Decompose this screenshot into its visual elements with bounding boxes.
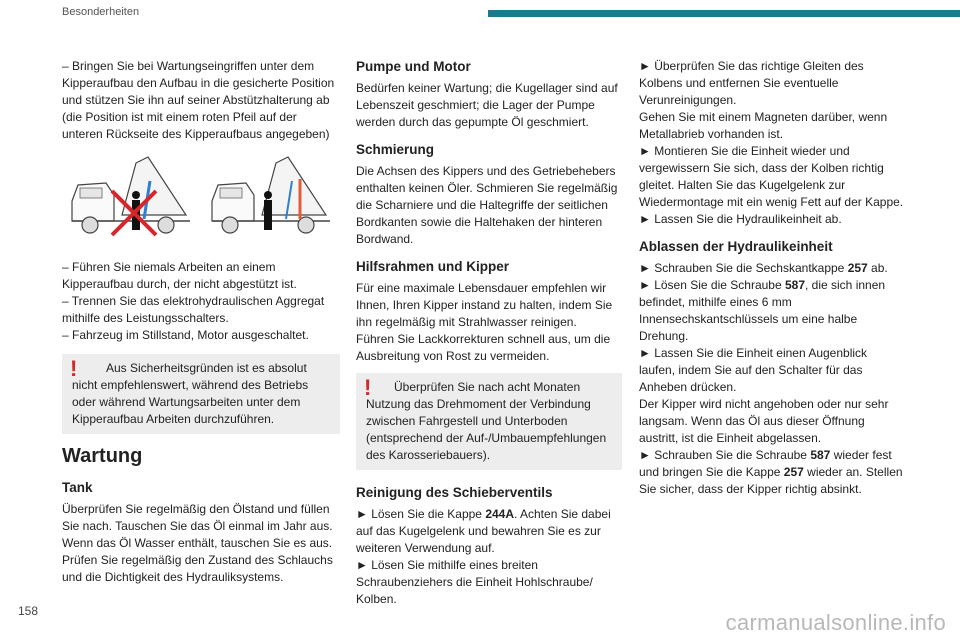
paragraph: – Führen Sie niemals Arbeiten an einem Kipperaufbau durch, der nicht abgestützt ist.	[62, 260, 297, 291]
paragraph: ► Lassen Sie die Einheit einen Augenblick laufen, indem Sie auf den Schalter für das Anheben drücken.	[639, 346, 868, 394]
tipper-illustration	[62, 155, 340, 243]
column-right	[639, 58, 905, 498]
tipper-unsupported-image	[66, 155, 196, 243]
warning-box	[62, 354, 340, 434]
paragraph: ► Schrauben Sie die Sechskantkappe 257 ab.	[639, 261, 888, 275]
paragraph: Überprüfen Sie regelmäßig den Ölstand und füllen Sie nach. Tauschen Sie das Öl einmal im Jahr aus. Wenn das Öl Wasser enthält, tauschen Sie es aus. Prüfen Sie regelmäßig den Zustand des Schlauchs und die Dichtigkeit des Hydrauliksystems.	[62, 502, 333, 584]
paragraph: Für eine maximale Lebensdauer empfehlen wir Ihnen, Ihren Kipper instand zu halten, indem Sie ihn regelmäßig mit Strahlwasser reinigen.	[356, 281, 613, 329]
heading-tank: Tank	[62, 480, 93, 495]
column-left	[62, 58, 340, 586]
paragraph: Führen Sie Lackkorrekturen schnell aus, um die Ausbreitung von Rost zu vermeiden.	[356, 332, 611, 363]
paragraph: Der Kipper wird nicht angehoben oder nur sehr langsam. Wenn das Öl aus dieser Öffnung austritt, ist die Einheit abgelassen.	[639, 397, 889, 445]
section-title-wartung: Wartung	[62, 445, 143, 467]
paragraph: ► Lösen Sie die Schraube 587, die sich innen befindet, mithilfe eines 6 mm Innensechskantschlüssels um eine halbe Drehung.	[639, 278, 886, 343]
exclamation-icon: !	[364, 375, 372, 400]
paragraph: ► Lösen Sie die Kappe 244A. Achten Sie dabei auf das Kugelgelenk und bewahren Sie es zur weiteren Verwendung auf.	[356, 507, 611, 555]
heading-schmierung: Schmierung	[356, 142, 435, 157]
paragraph: ► Lassen Sie die Hydraulikeinheit ab.	[639, 212, 842, 226]
heading-reinigung: Reinigung des Schieberventils	[356, 485, 553, 500]
heading-hilfsrahmen: Hilfsrahmen und Kipper	[356, 259, 510, 274]
exclamation-icon: !	[70, 356, 78, 381]
warning-text: Aus Sicherheitsgründen ist es absolut nicht empfehlenswert, während des Betriebs oder während Wartungsarbeiten unter dem Kipperaufbau Arbeiten durchzuführen.	[72, 361, 309, 426]
paragraph: – Bringen Sie bei Wartungseingriffen unter dem Kipperaufbau den Aufbau in die gesicherte Position und stützen Sie ihn auf seiner Abstützhalterung ab (die Position ist mit einem roten Pfeil auf der unteren Rückseite des Kipperaufbaus angegeben)	[62, 59, 335, 141]
heading-pumpe: Pumpe und Motor	[356, 59, 471, 74]
column-middle	[356, 58, 622, 608]
warning-text: Überprüfen Sie nach acht Monaten Nutzung das Drehmoment der Verbindung zwischen Fahrgestell und Unterboden (entsprechend der Auf-/Umbauempfehlungen des Karosseriebauers).	[366, 380, 607, 462]
heading-ablassen: Ablassen der Hydraulikeinheit	[639, 239, 833, 254]
paragraph: – Fahrzeug im Stillstand, Motor ausgeschaltet.	[62, 328, 309, 342]
section-label: Besonderheiten	[62, 6, 140, 18]
paragraph: ► Schrauben Sie die Schraube 587 wieder fest und bringen Sie die Kappe 257 wieder an. Stellen Sie sicher, dass der Kipper richtig absinkt.	[639, 448, 903, 496]
paragraph: Bedürfen keiner Wartung; die Kugellager sind auf Lebenszeit geschmiert; die Lager der Pumpe werden durch das gepumpte Öl geschmiert.	[356, 81, 618, 129]
page-number: 158	[18, 604, 39, 618]
header-accent-bar	[488, 10, 960, 17]
paragraph: ► Überprüfen Sie das richtige Gleiten des Kolbens und entfernen Sie eventuelle Verunreinigungen.	[639, 59, 864, 107]
paragraph: – Trennen Sie das elektrohydraulischen Aggregat mithilfe des Leistungsschalters.	[62, 294, 325, 325]
paragraph: ► Lösen Sie mithilfe eines breiten Schraubenziehers die Einheit Hohlschraube/ Kolben.	[356, 558, 593, 606]
paragraph: Gehen Sie mit einem Magneten darüber, wenn Metallabrieb vorhanden ist.	[639, 110, 888, 141]
paragraph: ► Montieren Sie die Einheit wieder und vergewissern Sie sich, dass der Kolben richtig gleitet. Halten Sie das Kugelgelenk zur Wiedermontage mit ein wenig Fett auf der Kappe.	[639, 144, 904, 209]
paragraph: Die Achsen des Kippers und des Getriebehebers enthalten keinen Öler. Schmieren Sie regelmäßig die Scharniere und die Haltegriffe der seitlichen Bordkanten sowie die Haltehaken der hinteren Bordwand.	[356, 164, 618, 246]
watermark-text: carmanualsonline.info	[725, 610, 946, 635]
warning-box	[356, 373, 622, 470]
tipper-supported-image	[206, 155, 336, 243]
